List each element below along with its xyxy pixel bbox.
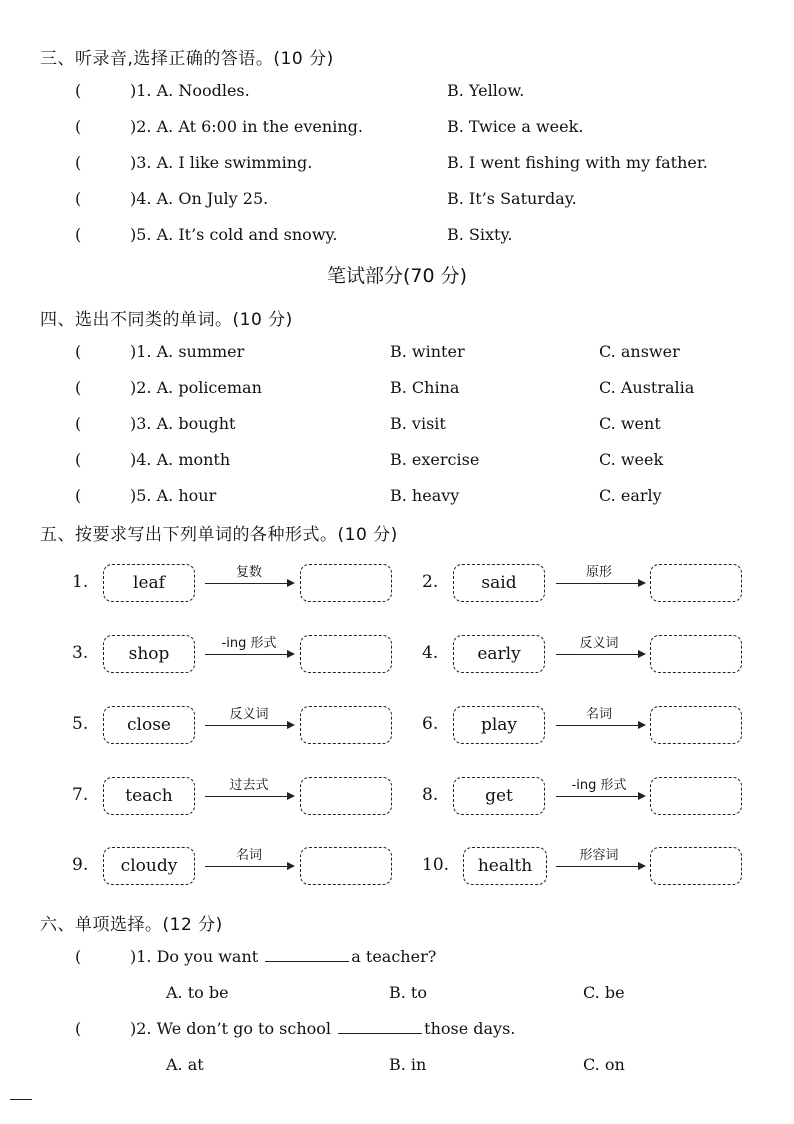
arrow-icon [205,796,293,797]
source-word-box [103,564,195,602]
source-word: close [127,715,171,735]
question-pre: )2. We don’t go to school [130,1019,332,1038]
page-edge-mark [10,1099,32,1100]
answer-paren[interactable]: ( [75,225,82,244]
answer-box[interactable] [650,847,742,885]
section4-heading: 四、选出不同类的单词。(10 分) [40,310,293,330]
answer-paren[interactable]: ( [75,378,82,397]
option-b: B. winter [390,342,465,361]
fill-blank[interactable] [265,961,349,962]
option-c: C. on [583,1055,625,1074]
item-number: 6. [422,714,439,734]
item-number: 9. [72,855,89,875]
transform-label: -ing 形式 [571,778,627,793]
answer-box[interactable] [650,706,742,744]
arrow-icon [205,866,293,867]
option-c: C. Australia [599,378,695,397]
source-word: play [480,715,518,735]
option-a: )4. A. month [130,450,231,469]
transform-label: -ing 形式 [221,636,277,651]
answer-box[interactable] [650,777,742,815]
option-a: )1. A. summer [130,342,245,361]
transform-label: 复数 [235,565,262,580]
transform-label: 形容词 [579,848,619,863]
arrow-icon [205,725,293,726]
answer-paren[interactable]: ( [75,189,82,208]
option-a: )2. A. At 6:00 in the evening. [130,117,363,136]
option-a: )3. A. bought [130,414,236,433]
answer-paren[interactable]: ( [75,342,82,361]
option-b: B. I went fishing with my father. [447,153,708,172]
section5-heading: 五、按要求写出下列单词的各种形式。(10 分) [40,525,398,545]
option-b: B. in [389,1055,427,1074]
source-word: shop [128,644,170,664]
answer-paren[interactable]: ( [75,486,82,505]
answer-paren[interactable]: ( [75,81,82,100]
option-a: )1. A. Noodles. [130,81,250,100]
source-word-box [453,564,545,602]
section3-heading: 三、听录音,选择正确的答语。(10 分) [40,49,334,69]
item-number: 5. [72,714,89,734]
source-word-box [463,847,547,885]
option-a: A. to be [166,983,229,1002]
transform-label: 名词 [585,707,612,722]
section6-heading: 六、单项选择。(12 分) [40,915,223,935]
option-b: B. Yellow. [447,81,525,100]
answer-box[interactable] [650,635,742,673]
option-c: C. went [599,414,661,433]
answer-paren[interactable]: ( [75,947,82,966]
question-pre: )1. Do you want [130,947,259,966]
option-b: B. to [389,983,427,1002]
item-number: 4. [422,643,439,663]
item-number: 1. [72,572,89,592]
question-stem [130,947,436,966]
transform-label: 原形 [585,565,612,580]
question-post: those days. [424,1019,516,1038]
source-word-box [453,706,545,744]
transform-label: 反义词 [579,636,619,651]
option-a: )4. A. On July 25. [130,189,269,208]
option-b: B. heavy [390,486,460,505]
source-word-box [453,777,545,815]
option-b: B. It’s Saturday. [447,189,577,208]
answer-paren[interactable]: ( [75,117,82,136]
transform-label: 过去式 [229,778,269,793]
arrow-icon [205,654,293,655]
item-number: 10. [422,855,450,875]
option-a: A. at [166,1055,204,1074]
fill-blank[interactable] [338,1033,422,1034]
arrow-icon [556,583,644,584]
source-word-box [103,777,195,815]
source-word-box [103,635,195,673]
source-word: early [477,644,521,664]
source-word: teach [125,786,173,806]
answer-box[interactable] [300,706,392,744]
source-word: cloudy [120,856,178,876]
source-word-box [103,706,195,744]
option-a: )5. A. It’s cold and snowy. [130,225,338,244]
answer-paren[interactable]: ( [75,1019,82,1038]
option-b: B. exercise [390,450,480,469]
item-number: 7. [72,785,89,805]
option-b: B. visit [390,414,446,433]
option-a: )3. A. I like swimming. [130,153,313,172]
arrow-icon [556,796,644,797]
option-a: )5. A. hour [130,486,217,505]
answer-paren[interactable]: ( [75,414,82,433]
arrow-icon [556,654,644,655]
answer-paren[interactable]: ( [75,153,82,172]
arrow-icon [556,866,644,867]
source-word: leaf [133,573,165,593]
answer-paren[interactable]: ( [75,450,82,469]
option-c: C. early [599,486,662,505]
option-a: )2. A. policeman [130,378,262,397]
arrow-icon [205,583,293,584]
source-word-box [103,847,195,885]
option-b: B. Sixty. [447,225,513,244]
transform-label: 名词 [235,848,262,863]
item-number: 3. [72,643,89,663]
answer-box[interactable] [300,847,392,885]
option-c: C. answer [599,342,680,361]
option-b: B. China [390,378,460,397]
source-word: health [477,856,533,876]
option-b: B. Twice a week. [447,117,584,136]
question-stem [130,1019,515,1038]
item-number: 2. [422,572,439,592]
source-word: said [481,573,517,593]
answer-box[interactable] [650,564,742,602]
answer-box[interactable] [300,777,392,815]
option-c: C. week [599,450,664,469]
answer-box[interactable] [300,635,392,673]
source-word: get [485,786,513,806]
question-post: a teacher? [351,947,437,966]
answer-box[interactable] [300,564,392,602]
written-part-title: 笔试部分(70 分) [326,265,468,287]
item-number: 8. [422,785,439,805]
source-word-box [453,635,545,673]
option-c: C. be [583,983,625,1002]
arrow-icon [556,725,644,726]
transform-label: 反义词 [229,707,269,722]
